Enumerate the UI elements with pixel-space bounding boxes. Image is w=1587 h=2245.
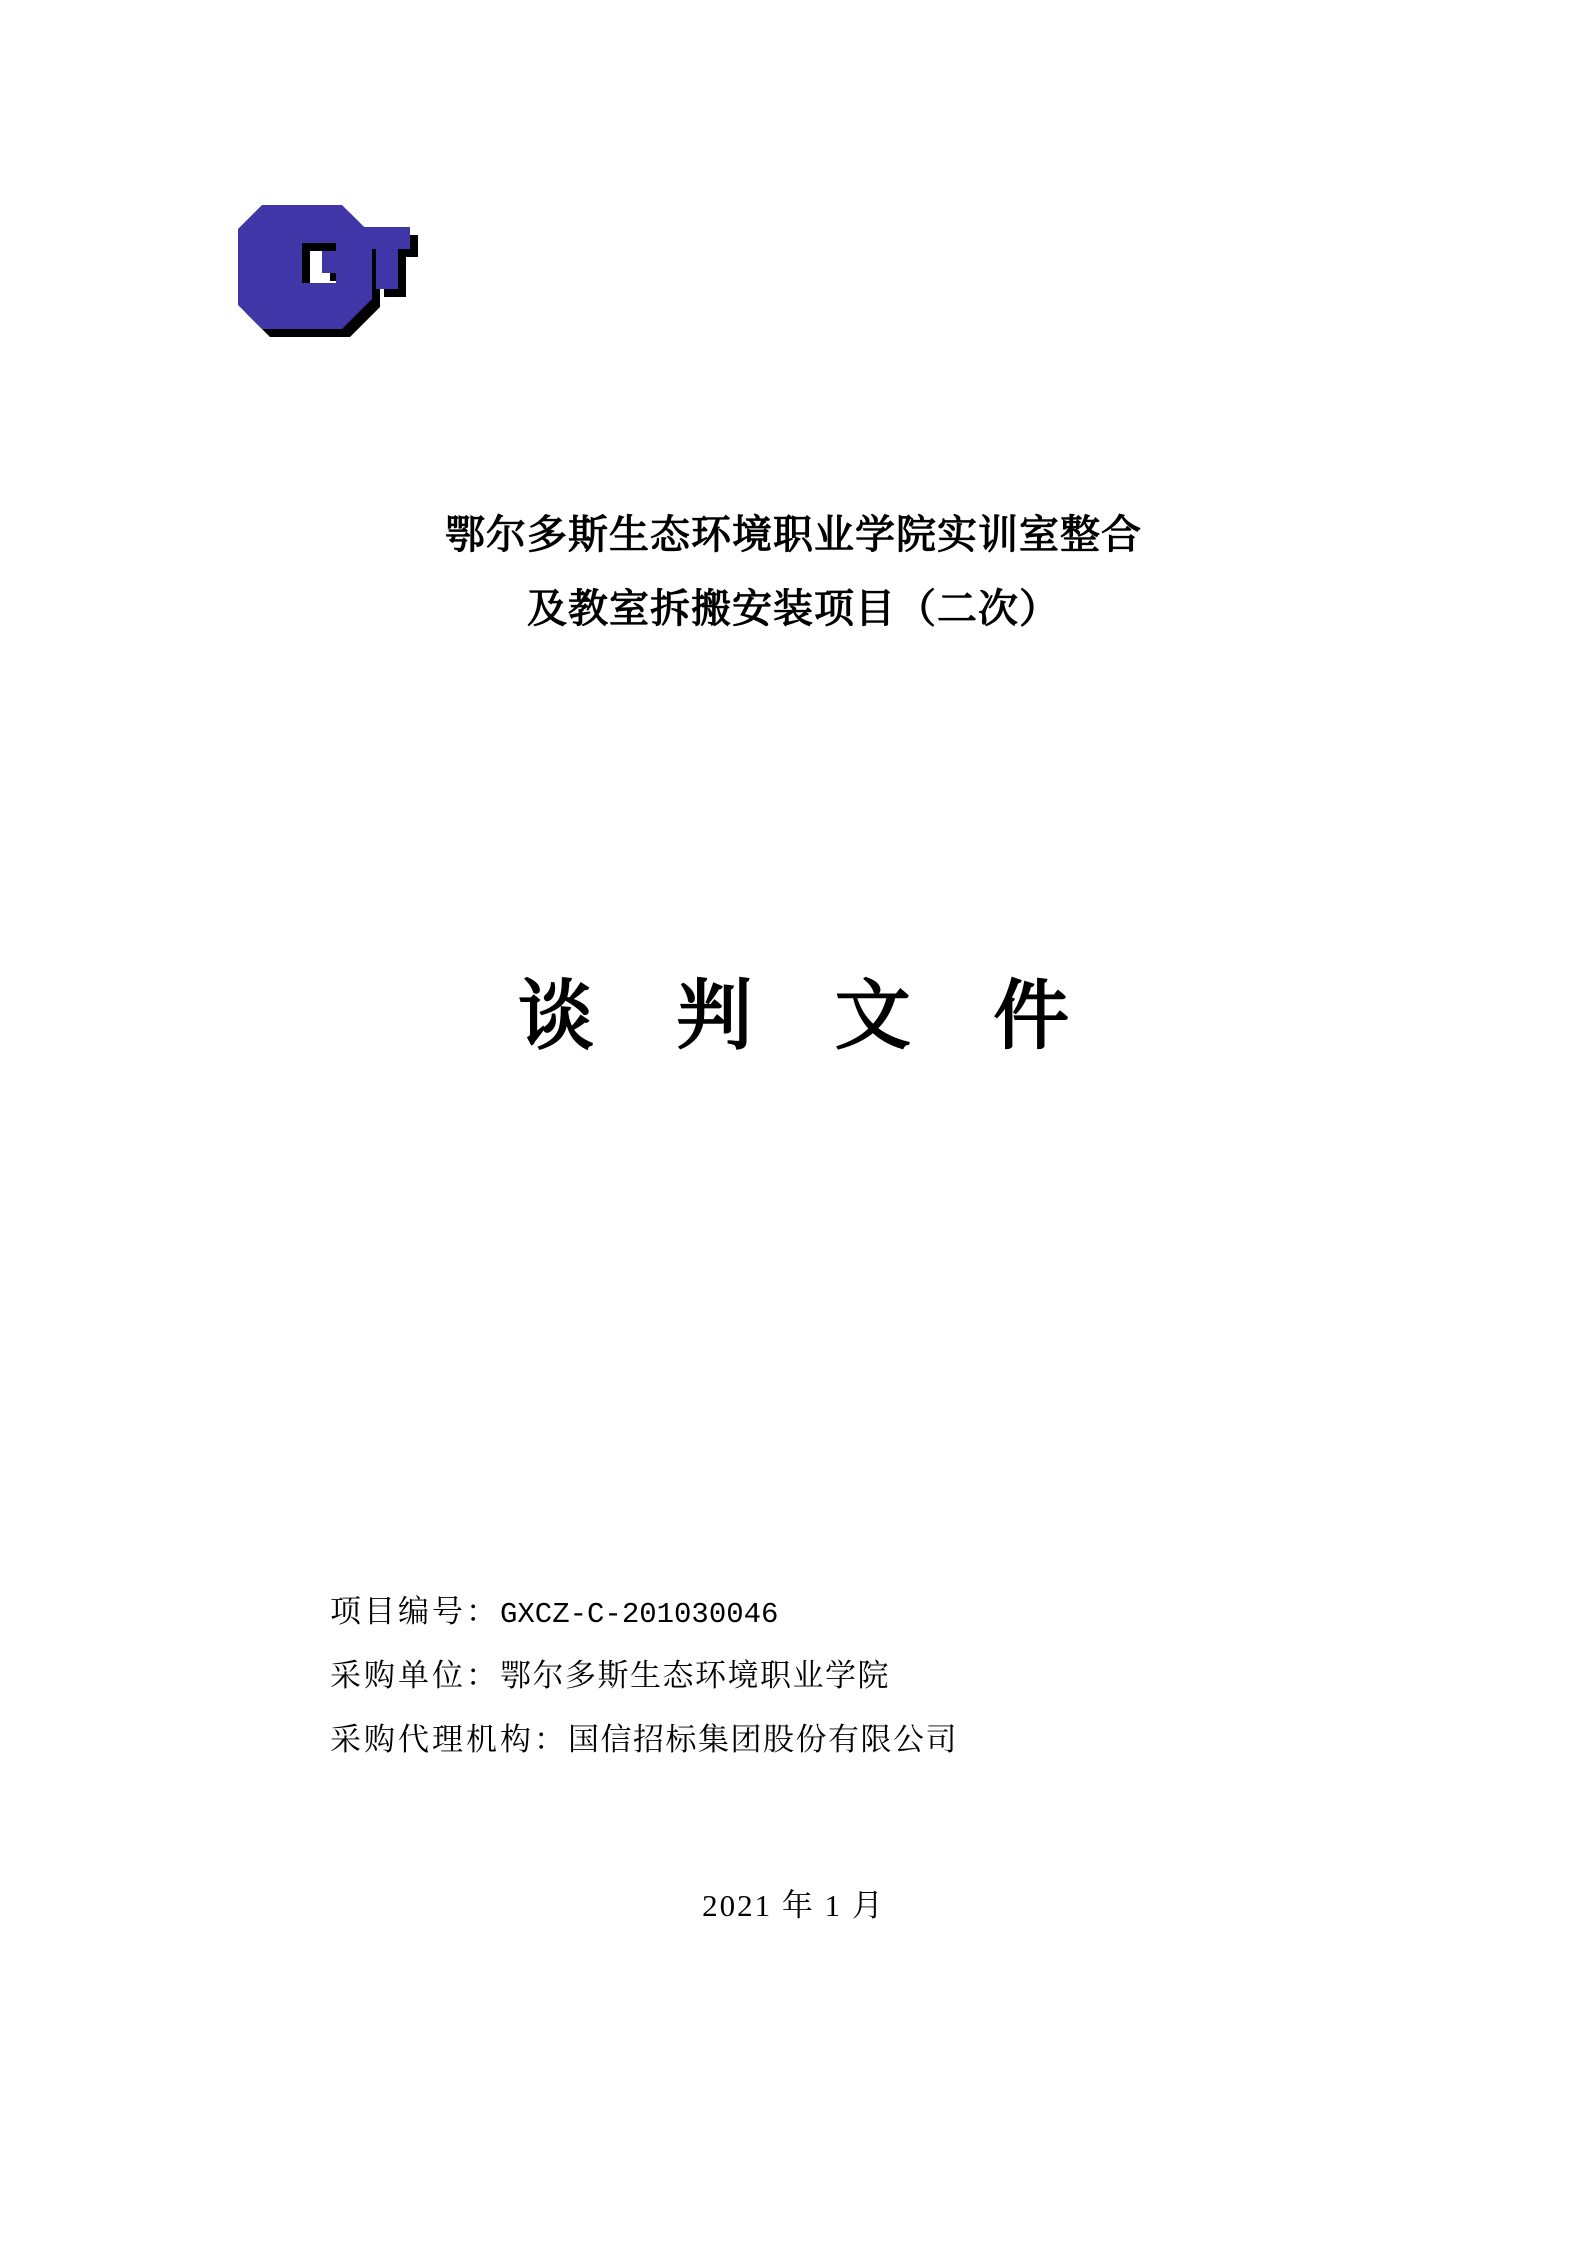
meta-label-agency: 采购代理机构： — [330, 1721, 568, 1757]
gx-company-logo-icon — [232, 185, 432, 360]
meta-value-purchaser: 鄂尔多斯生态环境职业学院 — [500, 1658, 890, 1694]
document-date: 2021 年 1 月 — [702, 1888, 885, 1923]
meta-value-project-number: GXCZ-C-201030046 — [500, 1598, 779, 1631]
meta-row-project-number — [330, 1580, 1230, 1644]
page-title-line-1: 鄂尔多斯生态环境职业学院实训室整合 — [445, 512, 1142, 558]
document-type-heading: 谈 判 文 件 — [517, 971, 1098, 1060]
meta-label-purchaser: 采购单位： — [330, 1658, 500, 1694]
meta-value-agency: 国信招标集团股份有限公司 — [568, 1721, 958, 1757]
meta-label-project-number: 项目编号： — [330, 1594, 500, 1629]
page-title — [0, 498, 1587, 646]
document-meta — [330, 1580, 1230, 1772]
meta-row-agency — [330, 1708, 1230, 1772]
page-title-line-2: 及教室拆搬安装项目（二次） — [527, 586, 1060, 632]
meta-row-purchaser — [330, 1644, 1230, 1708]
